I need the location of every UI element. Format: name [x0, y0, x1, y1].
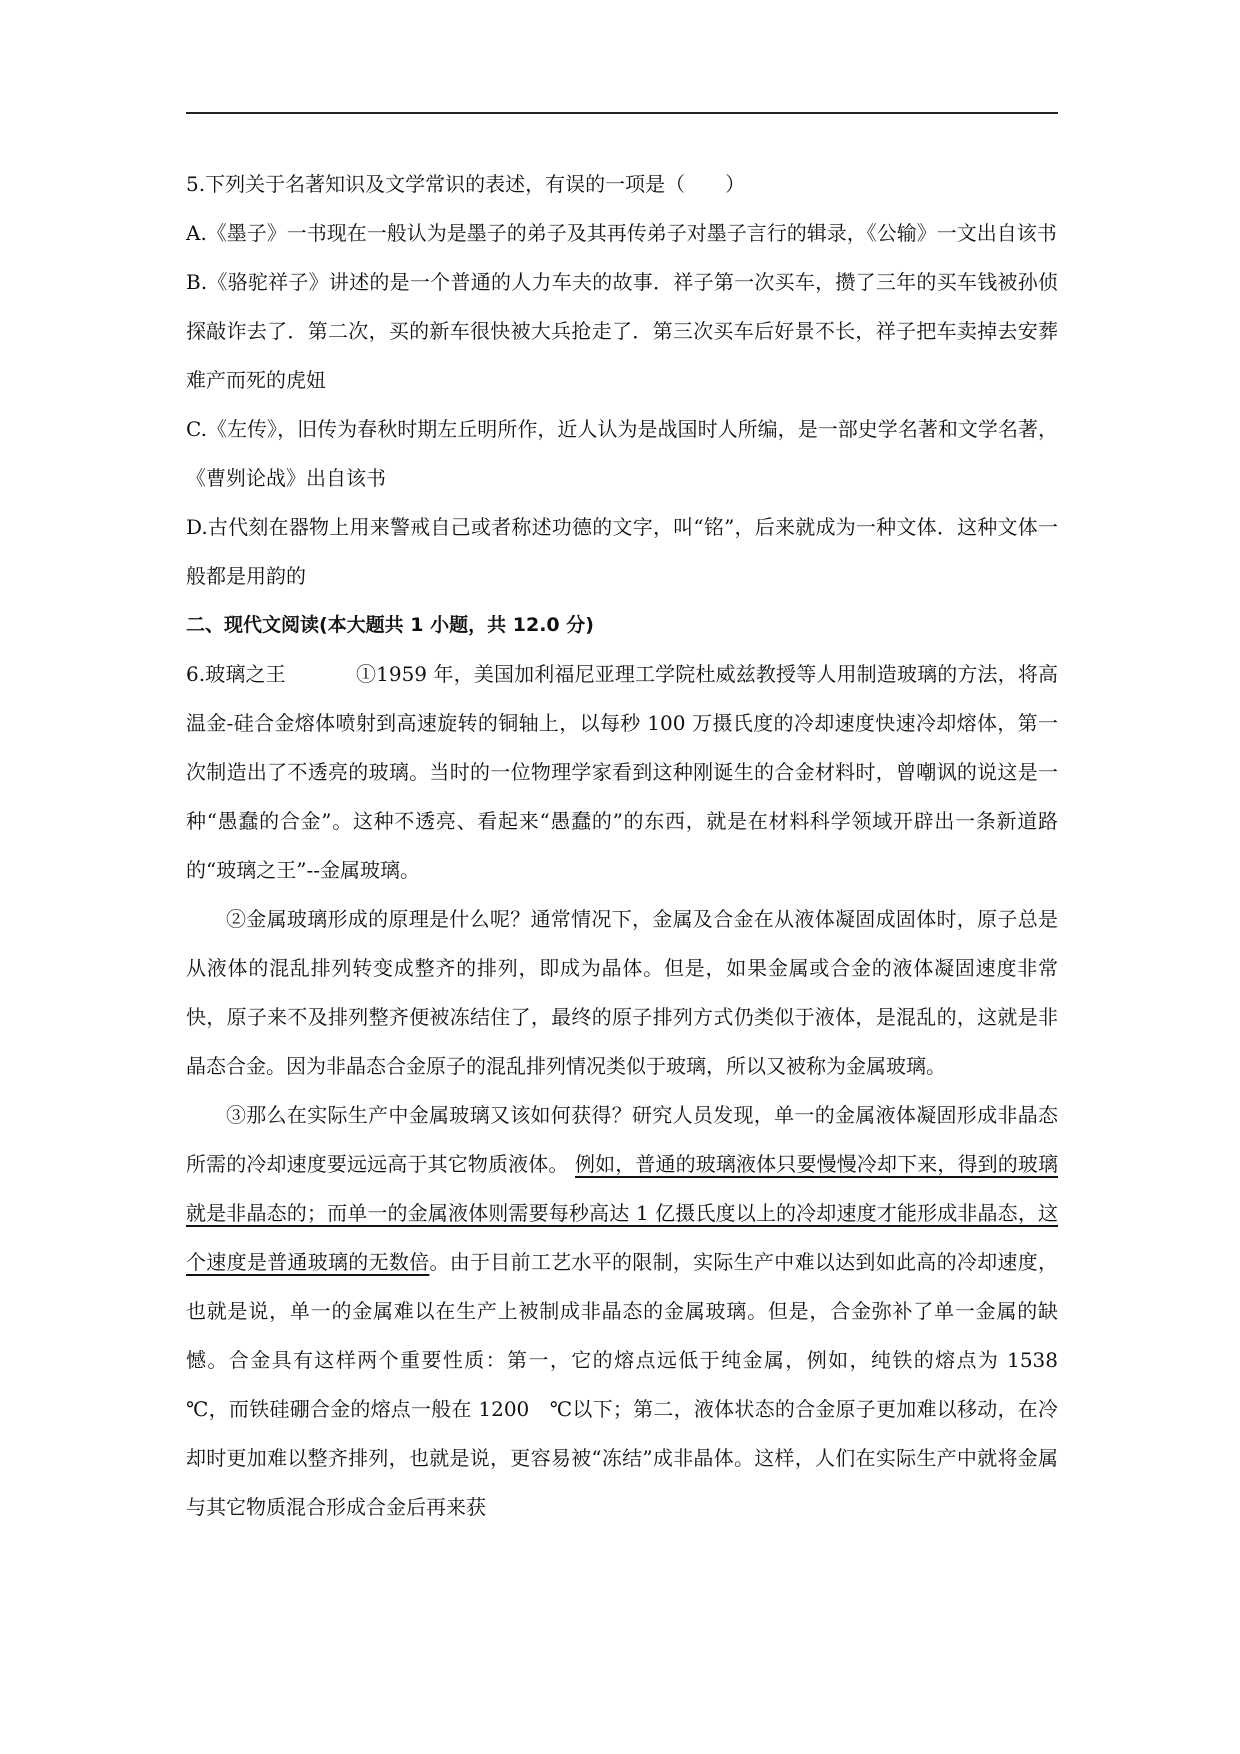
question-6-paragraph-2: ②金属玻璃形成的原理是什么呢？通常情况下，金属及合金在从液体凝固成固体时，原子总是从液体的混乱排列转变成整齐的排列，即成为晶体。但是，如果金属或合金的液体凝固速度非常快，原子来不及排列整齐便被冻结住了，最终的原子排列方式仍类似于液体，是混乱的，这就是非晶态合金。因为非晶态合金原子的混乱排列情况类似于玻璃，所以又被称为金属玻璃。 [186, 907, 1058, 1078]
question-5-stem: 5.下列关于名著知识及文学常识的表述，有误的一项是（ ） [186, 172, 746, 196]
paragraph-3-end: 。由于目前工艺水平的限制，实际生产中难以达到如此高的冷却速度，也就是说，单一的金属难以在生产上被制成非晶态的金属玻璃。但是，合金弥补了单一金属的缺憾。合金具有这样两个重要性质：第一，它的熔点远低于纯金属，例如，纯铁的熔点为 1538 ℃，而铁硅硼合金的熔点一般在 1200 ℃以下；第二，液体状态的合金原子更加难以移动，在冷却时更加难以整齐排列，也就是说，更容易被“冻结”成非晶体。这样，人们在实际生产中就将金属与其它物质混合形成合金后再来获 [186, 1250, 1078, 1519]
paragraph-3-underlined-sentence: 例如，普通的玻璃液体只要慢慢冷却下来，得到的玻璃就是非晶态的；而单一的金属液体则需要每秒高达 1 亿摄氏度以上的冷却速度才能形成非晶态，这个速度是普通玻璃的无数倍 [186, 1152, 1059, 1274]
question-6-paragraph-3 [186, 1091, 1078, 1532]
question-5-option-b: B.《骆驼祥子》讲述的是一个普通的人力车夫的故事．祥子第一次买车，攒了三年的买车钱被孙侦探敲诈去了．第二次，买的新车很快被大兵抢走了．第三次买车后好景不长，祥子把车卖掉去安葬难产而死的虎妞 [186, 270, 1058, 392]
paragraph-1-text: ①1959 年，美国加利福尼亚理工学院杜威兹教授等人用制造玻璃的方法，将高温金-硅合金熔体喷射到高速旋转的铜轴上，以每秒 100 万摄氏度的冷却速度快速冷却熔体，第一次制造出了不透亮的玻璃。当时的一位物理学家看到这种刚诞生的合金材料时，曾嘲讽的说这是一种“愚蠢的合金”。这种不透亮、看起来“愚蠢的”的东西，就是在材料科学领域开辟出一条新道路的“玻璃之王”--金属玻璃。 [186, 662, 1058, 882]
header-rule [186, 112, 1058, 114]
question-5-option-a: A.《墨子》一书现在一般认为是墨子的弟子及其再传弟子对墨子言行的辑录，《公输》一文出自该书 [186, 221, 1057, 245]
question-6-label: 6.玻璃之王 [186, 662, 286, 686]
question-5-option-c: C.《左传》，旧传为春秋时期左丘明所作，近人认为是战国时人所编，是一部史学名著和文学名著，《曹刿论战》出自该书 [186, 417, 1058, 490]
question-5-option-d: D.古代刻在器物上用来警戒自己或者称述功德的文字，叫“铭”，后来就成为一种文体．这种文体一般都是用韵的 [186, 515, 1058, 588]
section-2-heading: 二、现代文阅读(本大题共 1 小题，共 12.0 分) [186, 614, 594, 636]
question-6-paragraph-1 [186, 650, 1058, 895]
page-content [186, 160, 1078, 1532]
paragraph-3-start: ③那么在实际生产中金属玻璃又该如何获得？研究人员发现，单一的金属液体凝固形成非晶态所需的冷却速度要远远高于其它物质液体。 [186, 1103, 1058, 1176]
